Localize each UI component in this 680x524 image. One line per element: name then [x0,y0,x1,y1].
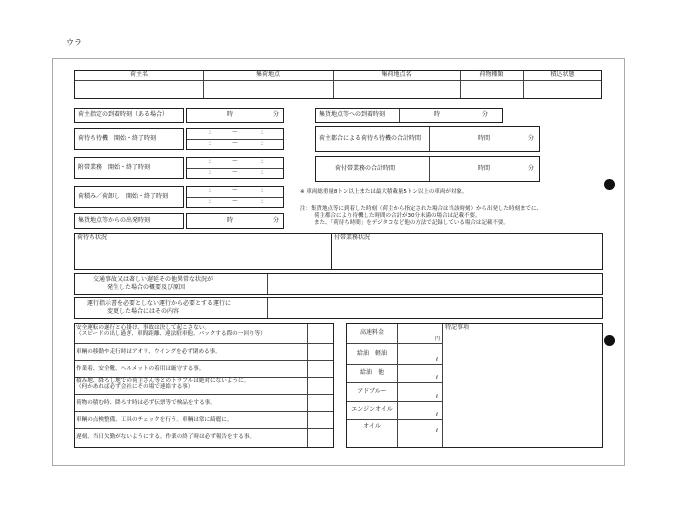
incidental-time-label: 附帯業務 開始・終了時刻 [74,157,184,179]
rules-table [74,323,334,448]
fees-table [346,323,603,448]
colon: : [209,198,212,205]
owner-name-field[interactable] [75,81,203,98]
rule-item: 作業着、安全靴、ヘルメットの着用は厳守する事。 [76,366,205,372]
hour-unit: 時 [434,111,441,118]
rule-checkbox[interactable] [308,395,333,411]
colon: : [261,140,264,147]
departure-time-field[interactable] [186,213,284,229]
tilde: 〜 [232,169,239,176]
fee-field-oil[interactable] [398,420,442,435]
colon: : [261,187,264,194]
colon: : [261,198,264,205]
tilde: 〜 [232,140,239,147]
instruction-label-line-1: 運行指示書を必要としない運行から必要とする運行に [87,300,232,307]
fee-label-oil: オイル [363,423,381,431]
waiting-status-box[interactable] [74,233,332,270]
facility-arrival-field[interactable] [399,109,502,122]
note-line-2: 荷主都合により待機した時間の合計が30分未満の場合は記載不要。 [314,213,481,219]
tilde: 〜 [232,187,239,194]
incidental-status-label: 付帯業務状況 [334,234,371,241]
incidental-time-field[interactable] [186,157,284,179]
vehicle-note: ※ 車両総重量8トン以上または最大積載量5トン以上の車両が対象。 [300,189,468,195]
incidental-status-box[interactable] [331,233,603,270]
rule-item: 積み地、降ろし地での荷主さん等とのトラブルは絶対にないように。 （何かあれば必ず会社にその場で連絡する事） [76,378,250,391]
waiting-time-label: 荷待ち待機 開始・終了時刻 [74,128,184,150]
rule-checkbox[interactable] [308,324,333,343]
corner-label: ウラ [66,38,82,47]
fee-label-other-fuel: 給油 他 [359,369,384,377]
colon: : [261,129,264,136]
colon: : [209,169,212,176]
header-owner-name: 荷主名 [129,71,148,79]
note-line-3: また、「荷待ち時間」をデジタコなど他の方法で記録している場合は記載不要。 [314,220,509,226]
arrival-time-field[interactable] [186,108,284,123]
tilde: 〜 [232,198,239,205]
accident-label-line-2: 発生した場合の概要及び原因 [107,284,186,291]
incidental-total-label: 荷付帯業務の合計時間 [335,164,396,172]
loading-time-field[interactable] [186,186,284,208]
fee-label-adblue: アドブルー [357,387,387,395]
header-table [74,70,602,99]
cargo-type-field[interactable] [461,81,523,98]
rule-item: 車輌の移動や走行時はアオリ、ウイングを必ず閉める事。 [76,349,221,355]
hours-unit: 時間 [478,165,491,172]
colon: : [209,140,212,147]
header-pickup-point: 集荷地点 [255,71,280,79]
liter-unit: ℓ [435,428,438,435]
fee-field-engine-oil[interactable] [398,402,442,419]
header-cargo-type: 荷物種類 [479,71,504,79]
waiting-time-field[interactable] [186,128,284,150]
arrival-time-label: 荷主指定の到着時刻（ある場合） [74,108,184,123]
liter-unit: ℓ [435,412,438,419]
waiting-status-label: 荷待ち状況 [77,234,108,241]
rule-checkbox[interactable] [308,344,333,360]
colon: : [261,158,264,165]
fee-label-engine-oil: エンジンオイル [351,406,393,414]
tilde: 〜 [232,158,239,165]
instruction-change-field[interactable] [268,298,602,318]
note-line-1: 注：集貨地点等に到着した時刻（荷主から指定された場合は当該時刻）から出発した時刻までに、 [300,206,543,212]
rule-item: 車輌の点検整備、工具のチェックを行う。車輌は常に綺麗に。 [76,417,233,423]
liter-unit: ℓ [435,394,438,401]
colon: : [209,129,212,136]
wait-total-label: 荷主都合による荷待ち待機の合計時間 [319,134,422,142]
colon: : [209,158,212,165]
rule-item: 遅刻、当日欠勤がないようにする。作業の終了時は必ず報告をする事。 [76,434,256,440]
fee-field-other-fuel[interactable] [398,365,442,382]
loading-time-label: 荷積み／荷卸し 開始・終了時刻 [74,186,184,208]
hours-unit: 時間 [478,135,491,142]
instruction-label-line-2: 変更した場合にはその内容 [107,308,180,315]
accident-label-line-1: 交通事故又は著しい遅延その他異常な状況が [93,276,214,283]
facility-arrival-label: 集貨地点等への到着時刻 [319,111,386,119]
accident-field[interactable] [268,274,602,294]
fee-field-diesel[interactable] [398,344,442,364]
fee-field-adblue[interactable] [398,383,442,401]
remarks-label: 特記事項 [445,324,470,331]
rule-checkbox[interactable] [308,361,333,377]
minute-unit: 分 [482,111,489,118]
pickup-point-field[interactable] [204,81,333,98]
wait-total-field[interactable] [430,128,538,150]
pickup-point-name-field[interactable] [334,81,460,98]
rule-item: 荷物の積む時、降ろす時は必ず伝票等で検品をする事。 [76,400,216,406]
binder-hole-bottom [604,335,615,346]
fee-label-diesel: 給油 軽油 [356,349,387,357]
liter-unit: ℓ [435,375,438,382]
yen-unit: 円 [434,336,440,343]
incidental-total-field[interactable] [430,158,538,180]
rule-checkbox[interactable] [308,378,333,394]
remarks-field[interactable] [443,333,602,447]
liter-unit: ℓ [435,357,438,364]
fee-label-highway: 高速料金 [359,329,384,337]
loading-status-field[interactable] [524,81,602,98]
header-pickup-point-name: 集荷地点名 [381,71,412,79]
tilde: 〜 [232,129,239,136]
minute-unit: 分 [528,135,535,142]
rule-item: 安全運転の遂行と心掛け、事故は決して起こさない。 （スピードの出し過ぎ、車間距離、違法駐車他、バックする際の一回り等） [76,325,266,338]
departure-time-label: 集貨地点等からの出発時刻 [74,213,184,229]
fee-field-highway[interactable] [398,324,442,343]
header-loading-status: 積込状態 [550,71,575,79]
minute-unit: 分 [273,217,280,224]
rule-checkbox[interactable] [308,412,333,428]
hour-unit: 時 [227,217,234,224]
minute-unit: 分 [528,165,535,172]
colon: : [261,169,264,176]
binder-hole-top [604,179,615,190]
hour-unit: 時 [227,111,234,118]
rule-checkbox[interactable] [308,429,333,447]
colon: : [209,187,212,194]
minute-unit: 分 [273,111,280,118]
